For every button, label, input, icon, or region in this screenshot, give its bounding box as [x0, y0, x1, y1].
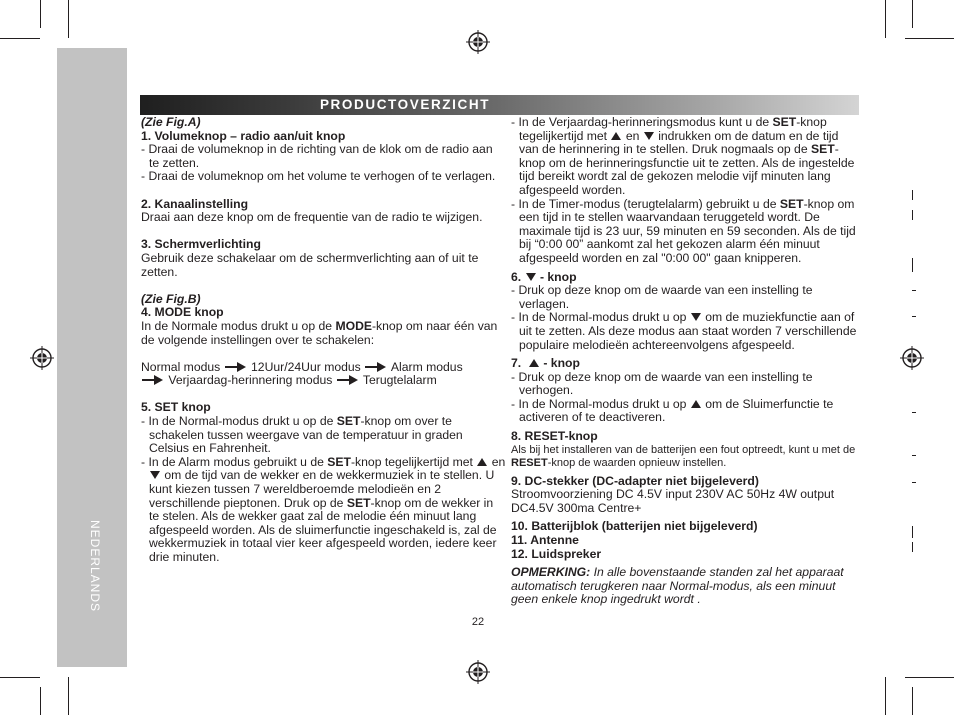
language-label: NEDERLANDS: [88, 520, 102, 613]
bleed-fragment: [912, 542, 913, 552]
crop-mark: [0, 677, 40, 678]
crop-mark: [905, 677, 954, 678]
down-triangle-icon: [691, 313, 701, 321]
section-5-bullet-2: - In de Alarm modus gebruikt u de SET-knop tegelijkertijd met en om de tijd van de wekker en de wekkermuziek in te stellen. U kunt kiezen tussen 7 wereldberoemde melodieën en 2 verschillende pieptonen. Druk op de SET-knop om de wekker in te stelen. Als de wekker gaat zal de melodie één minuut lang afgespeeld worden. Als de sluimerfunctie ingeschakeld is, zal de wekkermuziek in totaal vier keer afgespeeld worden, iedere keer drie minuten.: [141, 454, 506, 564]
section-2-text: Draai aan deze knop om de frequentie van de radio te wijzigen.: [141, 210, 483, 225]
section-3-text: Gebruik deze schakelaar om de schermverlichting aan of uit te zetten.: [141, 250, 479, 279]
bleed-fragment: [912, 258, 913, 272]
section-9-text: Stroomvoorziening DC 4.5V input 230V AC 50Hz 4W output DC4.5V 300ma Centre+: [511, 487, 835, 515]
bleed-fragment: [912, 455, 916, 456]
page-title: PRODUCTOVERZICHT: [319, 97, 491, 112]
section-9-title: 9. DC-stekker (DC-adapter niet bijgeleverd): [511, 473, 759, 488]
mode-sequence: Normal modus 12Uur/24Uur modus Alarm modus Verjaardag-herinnering modus Terugtelalarm: [141, 359, 463, 388]
bleed-fragment: [912, 412, 916, 413]
bleed-fragment: [912, 526, 913, 538]
registration-mark-icon: [30, 346, 54, 370]
arrow-right-icon: [142, 375, 164, 385]
sidebar-language-label: [88, 520, 108, 620]
section-8-title: 8. RESET-knop: [511, 429, 598, 444]
figure-reference-b: (Zie Fig.B): [141, 291, 201, 306]
crop-mark: [68, 0, 69, 38]
section-6-title: 6. - knop: [511, 269, 577, 284]
right-column: [511, 116, 861, 607]
up-triangle-icon: [477, 458, 487, 466]
section-7-bullet-1: - Druk op deze knop om de waarde van een instelling te verhogen.: [511, 369, 813, 398]
bleed-fragment: [912, 210, 913, 220]
section-4-title: 4. MODE knop: [141, 305, 224, 320]
section-1-title: 1. Volumeknop – radio aan/uit knop: [141, 128, 346, 143]
down-triangle-icon: [644, 132, 654, 140]
section-6-bullet-2: - In de Normal-modus drukt u op om de muziekfunctie aan of uit te zetten. Als deze modus aan staat worden 7 verschillende populaire melodieën achtereenvolgens afgespeeld.: [511, 310, 857, 352]
note: OPMERKING: In alle bovenstaande standen zal het apparaat automatisch terugkeren naar Normal-modus, als een minuut geen enkele knop ingedrukt wordt .: [511, 565, 844, 607]
section-6-bullet-1: - Druk op deze knop om de waarde van een instelling te verlagen.: [511, 283, 813, 311]
crop-mark: [905, 38, 954, 39]
section-1-bullet-1: - Draai de volumeknop in de richting van de klok om de radio aan te zetten.: [141, 142, 493, 170]
down-triangle-icon: [150, 471, 160, 479]
crop-mark: [885, 0, 886, 38]
crop-mark: [68, 677, 69, 715]
registration-mark-icon: [900, 346, 924, 370]
arrow-right-icon: [225, 362, 247, 372]
bleed-fragment: [912, 316, 916, 317]
section-2-title: 2. Kanaalinstelling: [141, 196, 249, 211]
section-7-bullet-2: - In de Normal-modus drukt u op om de Sluimerfunctie te activeren of te deactiveren.: [511, 396, 834, 425]
registration-mark-icon: [466, 30, 490, 54]
up-triangle-icon: [611, 132, 621, 140]
registration-mark-icon: [466, 660, 490, 684]
birthday-reminder-bullet: - In de Verjaardag-herinneringsmodus kunt u de SET-knop tegelijkertijd met en indrukken om de datum en de tijd van de herinnering in te stellen. Druk nogmaals op de SET-knop om de herinneringsfunctie uit te zetten. Als de ingestelde tijd bereikt wordt zal de gekozen melodie vijf minuten lang afgespeeld worden.: [511, 115, 855, 197]
crop-mark: [40, 0, 41, 28]
timer-bullet: - In de Timer-modus (terugtelalarm) gebruikt u de SET-knop om een tijd in te stellen waarvandaan teruggeteld wordt. De maximale tijd is 23 uur, 59 minuten en 59 seconden. Als de tijd bij “0:00 00” aankomt zal het gekozen alarm één minuut afgespeeld worden en zal "0:00 00" gaan knipperen.: [511, 196, 856, 265]
left-column: [141, 116, 506, 565]
bleed-fragment: [912, 190, 913, 200]
section-8-text: Als bij het installeren van de batterijen een fout optreedt, kunt u met de RESET-knop de waarden opnieuw instellen.: [511, 443, 856, 469]
bleed-fragment: [912, 482, 916, 483]
crop-mark: [912, 687, 913, 715]
arrow-right-icon: [365, 362, 387, 372]
down-triangle-icon: [526, 273, 536, 281]
section-12-title: 12. Luidspreker: [511, 546, 602, 561]
arrow-right-icon: [337, 375, 359, 385]
page-number: 22: [471, 616, 485, 628]
up-triangle-icon: [691, 400, 701, 408]
section-5-title: 5. SET knop: [141, 400, 211, 415]
crop-mark: [40, 687, 41, 715]
section-3-title: 3. Schermverlichting: [141, 237, 261, 252]
section-header-bar: [140, 95, 859, 115]
section-4-text: In de Normale modus drukt u op de MODE-knop om naar één van de volgende instellingen over te schakelen:: [141, 318, 498, 347]
section-5-bullet-1: - In de Normal-modus drukt u op de SET-knop om over te schakelen tussen weergave van de temperatuur in graden Celsius en Fahrenheit.: [141, 414, 463, 456]
section-10-title: 10. Batterijblok (batterijen niet bijgeleverd): [511, 519, 758, 534]
section-1-bullet-2: - Draai de volumeknop om het volume te verhogen of te verlagen.: [141, 169, 496, 184]
bleed-fragment: [912, 290, 916, 291]
crop-mark: [885, 677, 886, 715]
figure-reference-a: (Zie Fig.A): [141, 115, 201, 129]
section-11-title: 11. Antenne: [511, 533, 579, 548]
up-triangle-icon: [529, 359, 539, 367]
crop-mark: [0, 38, 40, 39]
section-7-title: 7. - knop: [511, 356, 580, 371]
crop-mark: [912, 0, 913, 28]
